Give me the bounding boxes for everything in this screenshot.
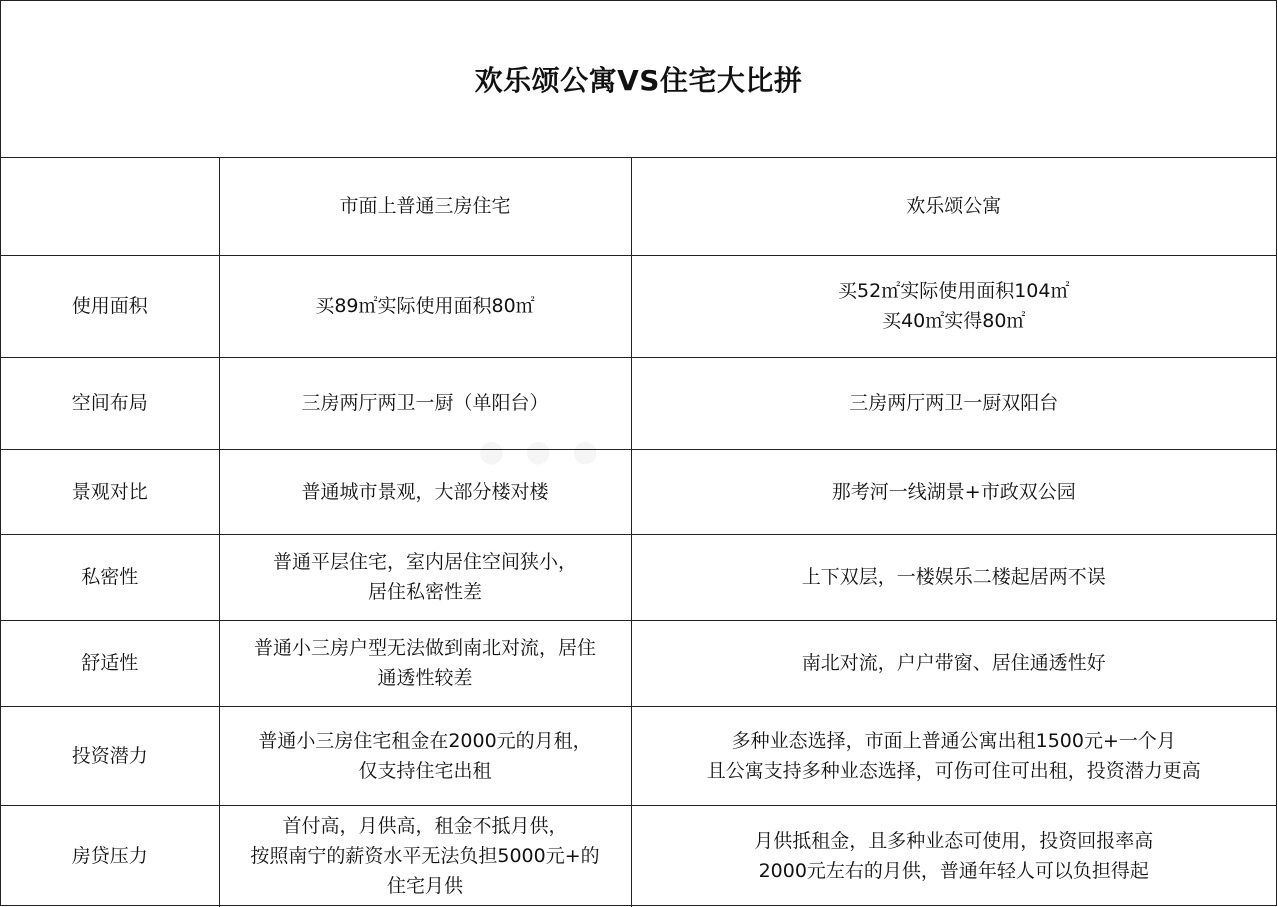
normal-cell [219,706,631,805]
cell-line: 居住私密性差 [367,581,482,603]
table-row [1,534,1276,620]
cell-line: 买89㎡实际使用面积80㎡ [315,295,535,317]
cell-line: 首付高，月供高，租金不抵月供， [282,815,568,838]
cell-line: 那考河一线湖景+市政双公园 [831,480,1076,503]
apartment-cell [631,620,1276,706]
cell-line: 通透性较差 [377,667,473,689]
header-cell-empty [1,157,219,255]
cell-line: 且公寓支持多种业态选择，可伤可住可出租，投资潜力更高 [706,759,1201,782]
cell-line: 普通平层住宅，室内居住空间狭小， [272,551,577,573]
row-label: 房贷压力 [1,805,219,907]
table-row [1,706,1276,805]
normal-cell [219,805,631,907]
apartment-cell [631,805,1276,907]
table-row [1,357,1276,449]
table-row [1,255,1276,357]
cell-line: 上下双层，一楼娱乐二楼起居两不误 [801,566,1106,588]
cell-line: 买52㎡实际使用面积104㎡ [838,280,1070,302]
apartment-cell [631,357,1276,449]
header-row [1,157,1276,255]
row-label: 私密性 [1,534,219,620]
table-row [1,449,1276,534]
cell-line: 多种业态选择，市面上普通公寓出租1500元+一个月 [731,729,1176,752]
row-label: 景观对比 [1,449,219,534]
normal-cell [219,255,631,357]
cell-line: 普通小三房户型无法做到南北对流，居住 [253,637,596,659]
cell-line: 仅支持住宅出租 [358,759,492,782]
normal-cell [219,449,631,534]
cell-line: 普通小三房住宅租金在2000元的月租， [258,729,592,752]
cell-line: 三房两厅两卫一厨双阳台 [849,392,1059,414]
row-label: 空间布局 [1,357,219,449]
cell-line: 月供抵租金，且多种业态可使用，投资回报率高 [754,830,1154,853]
page-title: 欢乐颂公寓VS住宅大比拼 [1,1,1276,158]
comparison-table [1,157,1276,907]
table-row [1,805,1276,907]
apartment-cell [631,449,1276,534]
watermark: ••• [471,419,612,493]
header-cell-apartment: 欢乐颂公寓 [631,157,1276,255]
normal-cell [219,620,631,706]
cell-line: 南北对流，户户带窗、居住通透性好 [801,652,1106,674]
cell-line: 普通城市景观，大部分楼对楼 [301,480,549,503]
normal-cell [219,357,631,449]
normal-cell [219,534,631,620]
cell-line: 住宅月供 [386,875,463,898]
row-label: 投资潜力 [1,706,219,805]
cell-line: 2000元左右的月供，普通年轻人可以负担得起 [758,860,1149,883]
cell-line: 买40㎡实得80㎡ [882,310,1026,332]
apartment-cell [631,255,1276,357]
apartment-cell [631,534,1276,620]
cell-line: 按照南宁的薪资水平无法负担5000元+的 [250,845,600,868]
header-cell-normal-residence: 市面上普通三房住宅 [219,157,631,255]
cell-line: 三房两厅两卫一厨（单阳台） [301,392,549,414]
apartment-cell [631,706,1276,805]
row-label: 使用面积 [1,255,219,357]
table-row [1,620,1276,706]
row-label: 舒适性 [1,620,219,706]
